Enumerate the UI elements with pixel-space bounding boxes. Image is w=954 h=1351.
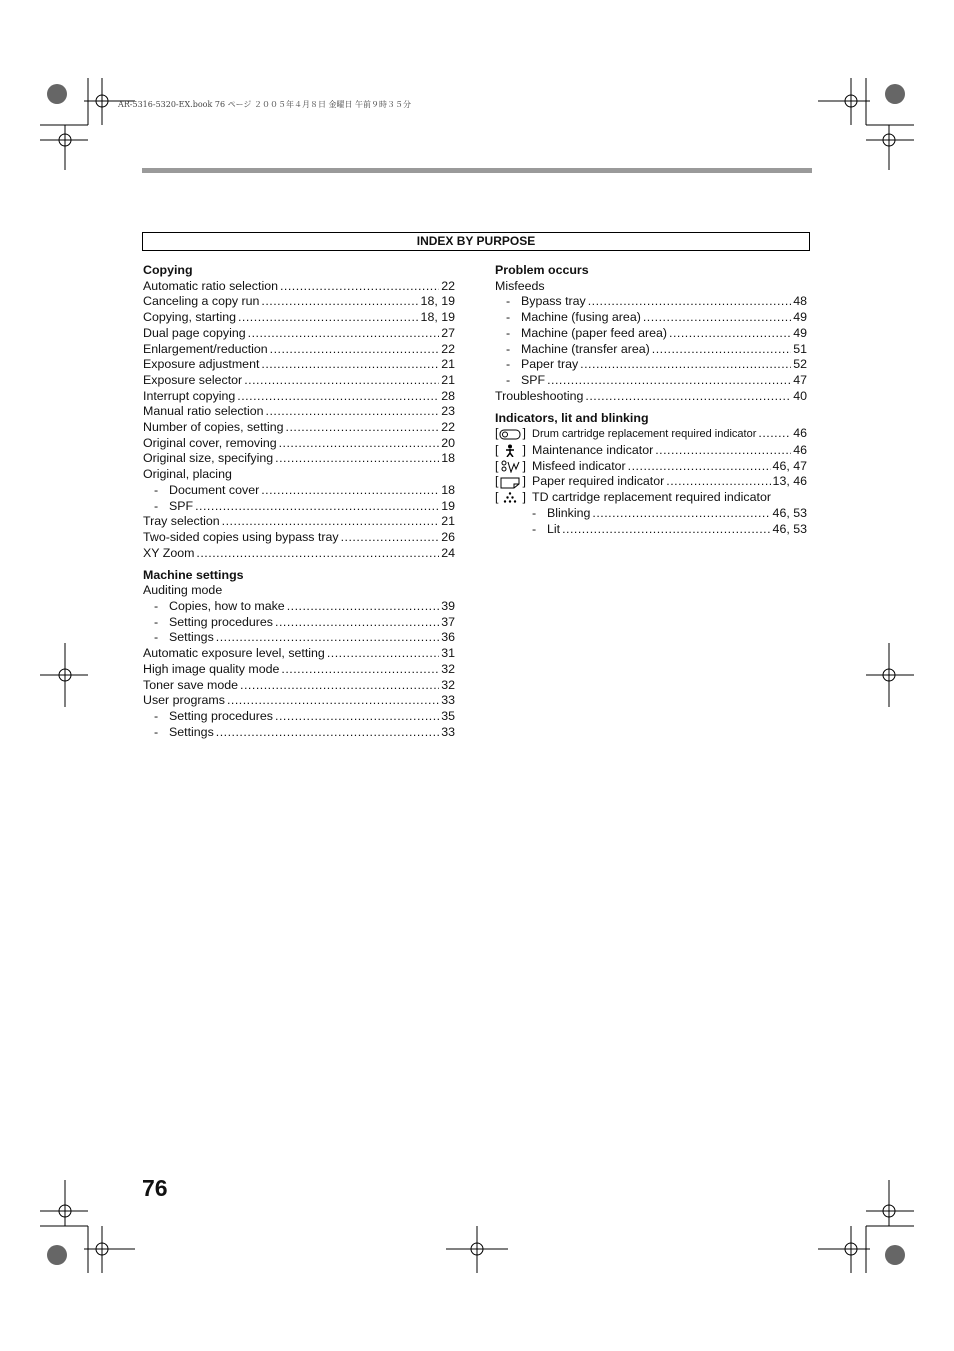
- section-heading-problem-occurs: Problem occurs: [495, 263, 589, 277]
- index-subentry[interactable]: - Lit ..... 46, 53: [495, 522, 807, 538]
- index-entry[interactable]: Automatic exposure level, setting ..... 31: [143, 646, 455, 662]
- index-entry[interactable]: Toner save mode ..... 32: [143, 678, 455, 694]
- index-group-label: Original, placing: [143, 467, 232, 482]
- index-entry[interactable]: Exposure adjustment ..... 21: [143, 357, 455, 373]
- index-entry[interactable]: [ ] Drum cartridge replacement required indicator ..... 46: [495, 426, 807, 443]
- header-bar: [142, 168, 812, 173]
- index-entry[interactable]: Canceling a copy run ..... 18, 19: [143, 294, 455, 310]
- index-subentry[interactable]: - Machine (fusing area) ..... 49: [495, 310, 807, 326]
- index-subentry[interactable]: - Blinking ..... 46, 53: [495, 506, 807, 522]
- index-group-label: Misfeeds: [495, 278, 545, 293]
- index-entry[interactable]: Exposure selector ..... 21: [143, 373, 455, 389]
- maintenance-icon: [499, 444, 521, 457]
- index-subentry[interactable]: - Setting procedures ..... 37: [143, 615, 455, 631]
- section-heading-copying: Copying: [143, 263, 193, 277]
- index-entry[interactable]: [ ] Maintenance indicator ..... 46: [495, 443, 807, 459]
- index-entry[interactable]: User programs ..... 33: [143, 693, 455, 709]
- index-entry[interactable]: Troubleshooting ..... 40: [495, 389, 807, 405]
- index-subentry[interactable]: - Bypass tray ..... 48: [495, 294, 807, 310]
- index-entry[interactable]: Number of copies, setting ..... 22: [143, 420, 455, 436]
- index-entry[interactable]: [ ] TD cartridge replacement required indicator: [495, 490, 771, 505]
- index-entry[interactable]: Original cover, removing ..... 20: [143, 436, 455, 452]
- index-entry[interactable]: Copying, starting ..... 18, 19: [143, 310, 455, 326]
- drum-cartridge-icon: [499, 429, 521, 440]
- index-entry[interactable]: [ ] Paper required indicator ..... 13, 46: [495, 474, 807, 490]
- index-group-label: Auditing mode: [143, 583, 223, 598]
- index-subentry[interactable]: - Paper tray ..... 52: [495, 357, 807, 373]
- index-subentry[interactable]: - Copies, how to make ..... 39: [143, 599, 455, 615]
- right-column: [495, 263, 807, 537]
- print-header: AR-5316-5320-EX.book 76 ページ ２００５年４月８日 金曜日 午前９時３５分: [118, 100, 412, 109]
- left-column: [143, 263, 455, 740]
- index-entry[interactable]: Interrupt copying ..... 28: [143, 389, 455, 405]
- index-entry[interactable]: Manual ratio selection ..... 23: [143, 404, 455, 420]
- index-entry[interactable]: XY Zoom ..... 24: [143, 546, 455, 562]
- index-subentry[interactable]: - Settings ..... 33: [143, 725, 455, 741]
- index-entry[interactable]: Automatic ratio selection ..... 22: [143, 279, 455, 295]
- index-entry[interactable]: Tray selection ..... 21: [143, 514, 455, 530]
- index-subentry[interactable]: - Setting procedures ..... 35: [143, 709, 455, 725]
- index-entry[interactable]: Two-sided copies using bypass tray ..... 26: [143, 530, 455, 546]
- index-subentry[interactable]: - Machine (transfer area) ..... 51: [495, 342, 807, 358]
- index-subentry[interactable]: - Document cover ..... 18: [143, 483, 455, 499]
- index-subentry[interactable]: - SPF ..... 19: [143, 499, 455, 515]
- td-cartridge-icon: [499, 491, 521, 504]
- section-heading-indicators: Indicators, lit and blinking: [495, 410, 649, 425]
- page-title: INDEX BY PURPOSE: [142, 232, 810, 251]
- index-entry[interactable]: High image quality mode ..... 32: [143, 662, 455, 678]
- paper-required-icon: [499, 476, 521, 489]
- index-subentry[interactable]: - Machine (paper feed area) ..... 49: [495, 326, 807, 342]
- section-heading-machine-settings: Machine settings: [143, 567, 244, 582]
- misfeed-icon: [499, 460, 521, 473]
- index-entry[interactable]: Original size, specifying ..... 18: [143, 451, 455, 467]
- index-subentry[interactable]: - Settings ..... 36: [143, 630, 455, 646]
- index-entry[interactable]: Dual page copying ..... 27: [143, 326, 455, 342]
- index-entry[interactable]: [ ] Misfeed indicator ..... 46, 47: [495, 459, 807, 475]
- index-subentry[interactable]: - SPF ..... 47: [495, 373, 807, 389]
- index-entry[interactable]: Enlargement/reduction ..... 22: [143, 342, 455, 358]
- page-number: 76: [142, 1175, 168, 1201]
